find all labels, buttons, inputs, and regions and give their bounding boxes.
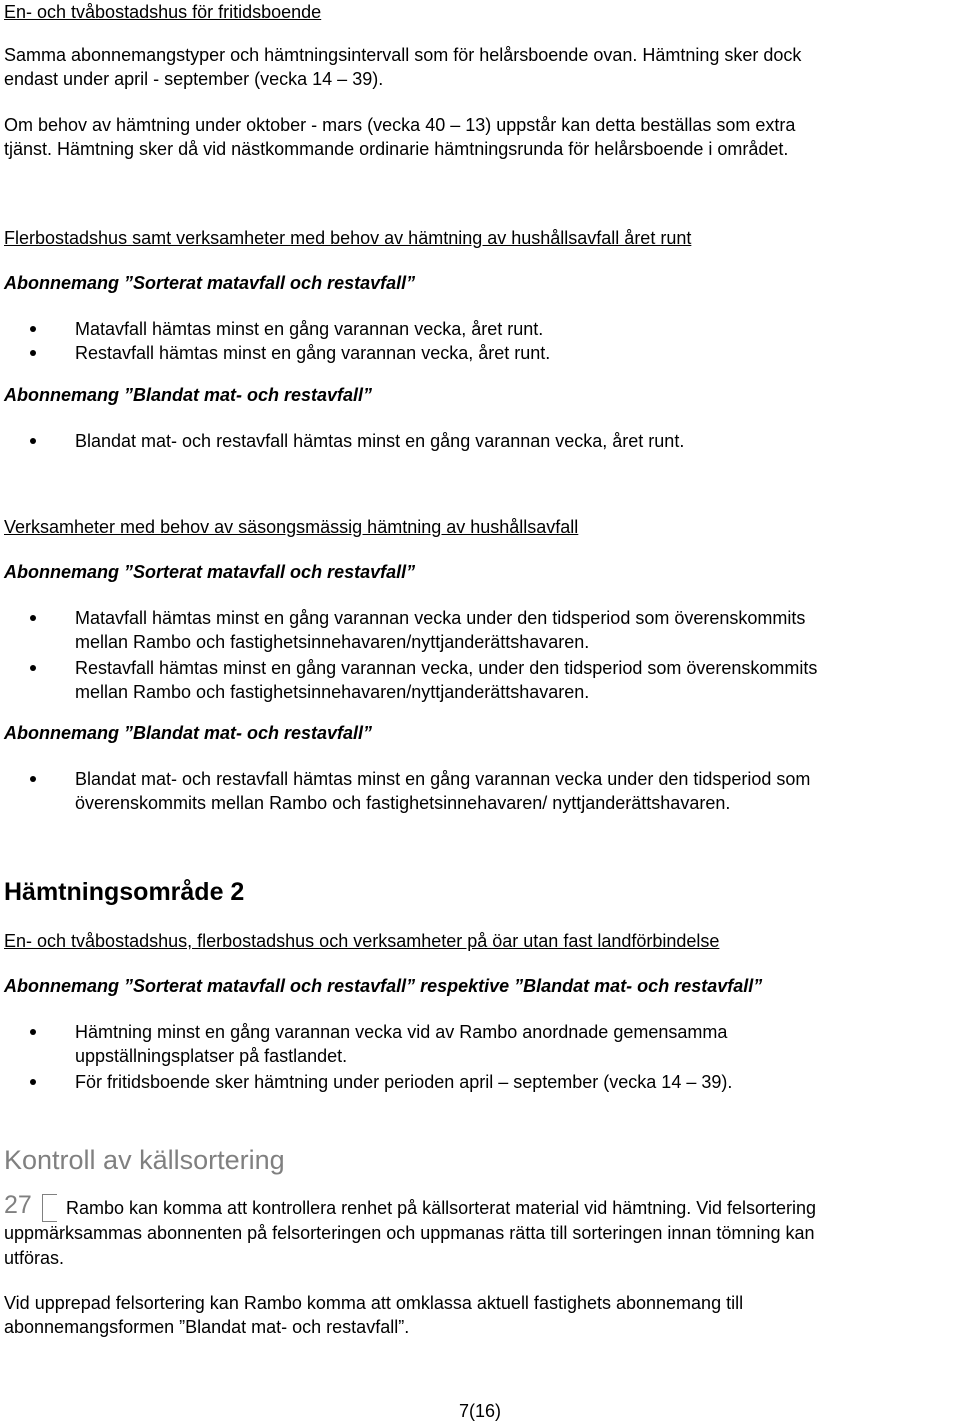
list-item-text: Blandat mat- och restavfall hämtas minst en gång varannan vecka, året runt. bbox=[75, 431, 685, 451]
list-item-text: uppställningsplatser på fastlandet. bbox=[75, 1046, 348, 1066]
bullet-icon bbox=[30, 776, 36, 782]
list-item-text: För fritidsboende sker hämtning under perioden april – september (vecka 14 – 39). bbox=[75, 1072, 733, 1092]
bullet-icon bbox=[30, 350, 36, 356]
subheading-sorterat: Abonnemang ”Sorterat matavfall och restavfall” bbox=[4, 273, 416, 293]
heading-hamtningsomrade-2: Hämtningsområde 2 bbox=[4, 878, 245, 906]
bullet-icon bbox=[30, 665, 36, 671]
paragraph-line: tjänst. Hämtning sker då vid nästkommande ordinarie hämtningsrunda för helårsboende i området. bbox=[4, 139, 789, 159]
heading-verksamheter: Verksamheter med behov av säsongsmässig hämtning av hushållsavfall bbox=[4, 517, 579, 537]
paragraph-line: Samma abonnemangstyper och hämtningsintervall som för helårsboende ovan. Hämtning sker dock bbox=[4, 45, 802, 65]
list-item-text: Hämtning minst en gång varannan vecka vid av Rambo anordnade gemensamma bbox=[75, 1022, 728, 1042]
paragraph-line: abonnemangsformen ”Blandat mat- och restavfall”. bbox=[4, 1317, 410, 1337]
subheading-respektive: Abonnemang ”Sorterat matavfall och restavfall” respektive ”Blandat mat- och restavfall” bbox=[4, 976, 763, 996]
list-item-text: mellan Rambo och fastighetsinnehavaren/nyttjanderättshavaren. bbox=[75, 682, 590, 702]
heading-kontroll: Kontroll av källsortering bbox=[4, 1145, 285, 1175]
list-item-text: Matavfall hämtas minst en gång varannan vecka under den tidsperiod som överenskommits bbox=[75, 608, 806, 628]
paragraph-line: utföras. bbox=[4, 1248, 65, 1268]
paragraph-line: Vid upprepad felsortering kan Rambo komma att omklassa aktuell fastighets abonnemang till bbox=[4, 1293, 744, 1313]
subheading-blandat: Abonnemang ”Blandat mat- och restavfall” bbox=[4, 385, 373, 405]
paragraph-line: endast under april - september (vecka 14 – 39). bbox=[4, 69, 384, 89]
bullet-icon bbox=[30, 615, 36, 621]
subheading-sorterat: Abonnemang ”Sorterat matavfall och restavfall” bbox=[4, 562, 416, 582]
section-bracket-icon bbox=[42, 1194, 57, 1222]
paragraph-line: Om behov av hämtning under oktober - mars (vecka 40 – 13) uppstår kan detta beställas som extra bbox=[4, 115, 796, 135]
list-item-text: mellan Rambo och fastighetsinnehavaren/nyttjanderättshavaren. bbox=[75, 632, 590, 652]
heading-oar: En- och tvåbostadshus, flerbostadshus och verksamheter på öar utan fast landförbindelse bbox=[4, 931, 720, 951]
bullet-icon bbox=[30, 326, 36, 332]
bullet-icon bbox=[30, 1029, 36, 1035]
list-item-text: överenskommits mellan Rambo och fastighetsinnehavaren/ nyttjanderättshavaren. bbox=[75, 793, 731, 813]
bullet-icon bbox=[30, 1079, 36, 1085]
page-number: 7(16) bbox=[458, 1401, 502, 1421]
paragraph-line: Rambo kan komma att kontrollera renhet på källsorterat material vid hämtning. Vid felsortering bbox=[66, 1198, 817, 1218]
section-number: 27 bbox=[4, 1191, 32, 1219]
list-item-text: Matavfall hämtas minst en gång varannan vecka, året runt. bbox=[75, 319, 544, 339]
heading-fritidsboende: En- och tvåbostadshus för fritidsboende bbox=[4, 2, 322, 22]
paragraph-line: uppmärksammas abonnenten på felsorteringen och uppmanas rätta till sorteringen innan tömning kan bbox=[4, 1223, 815, 1243]
list-item-text: Restavfall hämtas minst en gång varannan vecka, året runt. bbox=[75, 343, 551, 363]
heading-flerbostadshus: Flerbostadshus samt verksamheter med behov av hämtning av hushållsavfall året runt bbox=[4, 228, 692, 248]
subheading-blandat: Abonnemang ”Blandat mat- och restavfall” bbox=[4, 723, 373, 743]
bullet-icon bbox=[30, 438, 36, 444]
list-item-text: Blandat mat- och restavfall hämtas minst en gång varannan vecka under den tidsperiod som bbox=[75, 769, 811, 789]
list-item-text: Restavfall hämtas minst en gång varannan vecka, under den tidsperiod som överenskommits bbox=[75, 658, 818, 678]
